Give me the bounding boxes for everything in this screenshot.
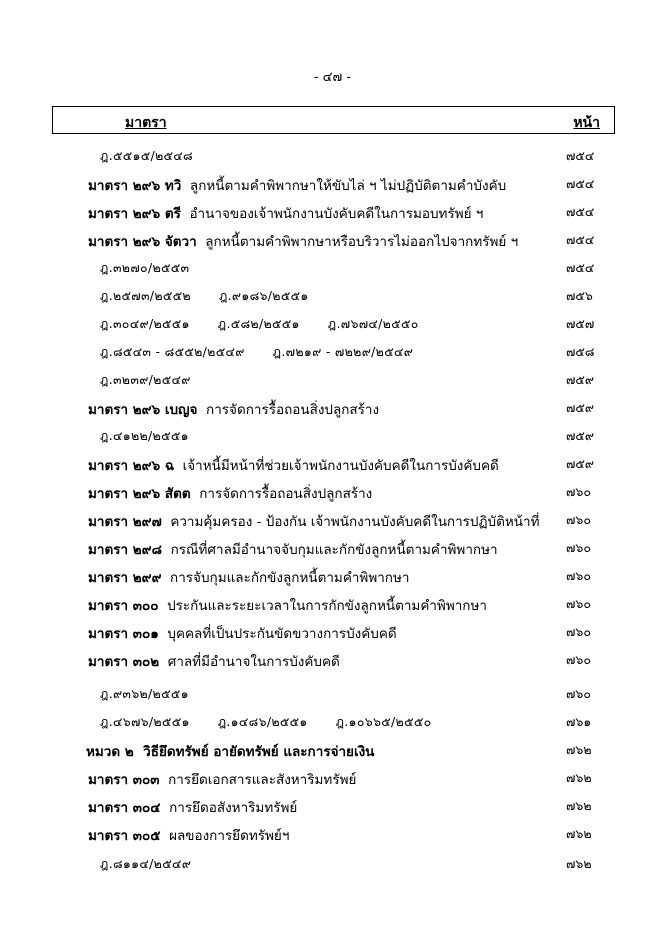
section-label: มาตรา ๒๙๖ สัตต <box>88 486 191 502</box>
case-ref: ฎ.๗๒๑๙ - ๗๒๒๙/๒๕๔๙ <box>272 344 414 359</box>
case-ref: ฎ.๓๒๗๐/๒๕๕๓ <box>100 260 190 275</box>
section-description: การยึดอสังหาริมทรัพย์ <box>169 800 298 816</box>
toc-section-row <box>0 202 665 224</box>
entry-title <box>88 398 379 420</box>
toc-section-row <box>0 768 665 790</box>
chapter-label: หมวด ๒ <box>86 744 134 760</box>
case-refs <box>100 714 460 729</box>
page-ref: ๗๖๐ <box>566 686 591 701</box>
page-ref: ๗๖๐ <box>566 624 591 639</box>
page-ref: ๗๕๔ <box>566 232 595 247</box>
page-ref: ๗๖๒ <box>566 826 592 841</box>
case-ref: ฎ.๓๒๓๙/๒๕๔๙ <box>100 372 191 387</box>
toc-ref-row <box>0 712 665 734</box>
entry-title <box>88 796 297 818</box>
page-ref: ๗๖๒ <box>566 798 592 813</box>
entry-title <box>88 768 356 790</box>
toc-ref-row <box>0 684 665 706</box>
case-ref: ฎ.๑๔๘๖/๒๕๕๑ <box>217 714 308 729</box>
toc-section-row <box>0 174 665 196</box>
page-ref: ๗๕๙ <box>566 372 595 387</box>
section-label: มาตรา ๒๙๘ <box>88 542 162 558</box>
case-refs <box>100 148 221 163</box>
case-ref: ฎ.๗๖๗๔/๒๕๕๐ <box>327 316 419 331</box>
entry-title <box>88 824 289 846</box>
page-ref: ๗๕๘ <box>566 344 595 359</box>
page-ref: ๗๕๗ <box>566 316 595 331</box>
toc-section-row <box>0 622 665 644</box>
case-refs <box>100 856 219 871</box>
entry-title <box>100 712 460 732</box>
toc-section-row <box>0 510 665 532</box>
case-refs <box>100 428 217 443</box>
section-label: มาตรา ๓๐๐ <box>88 598 159 614</box>
entry-title <box>88 622 397 644</box>
entry-title <box>100 684 217 704</box>
section-label: มาตรา ๓๐๑ <box>88 626 159 642</box>
page-ref: ๗๕๔ <box>566 204 595 219</box>
page-ref: ๗๖๑ <box>566 714 592 729</box>
section-label: มาตรา ๒๙๖ ทวิ <box>88 178 182 194</box>
toc-chapter-row <box>0 740 665 762</box>
toc-ref-row <box>0 342 665 364</box>
toc-section-row <box>0 538 665 560</box>
case-ref: ฎ.๘๕๔๓ - ๘๕๕๒/๒๕๔๙ <box>100 344 245 359</box>
toc-section-row <box>0 796 665 818</box>
section-description: เจ้าหนี้มีหน้าที่ช่วยเจ้าพนักงานบังคับคดีในการบังคับคดี <box>182 458 499 474</box>
section-label: มาตรา ๒๙๙ <box>88 570 162 586</box>
entry-title <box>88 454 499 476</box>
header-section-label: มาตรา <box>125 115 167 131</box>
section-description: การจัดการรื้อถอนสิ่งปลูกสร้าง <box>206 402 380 418</box>
page-ref: ๗๖๐ <box>566 652 591 667</box>
case-ref: ฎ.๒๕๗๓/๒๕๕๒ <box>100 288 191 303</box>
section-description: การจัดการรื้อถอนสิ่งปลูกสร้าง <box>199 486 373 502</box>
page-ref: ๗๕๔ <box>566 260 595 275</box>
section-description: ผลของการยึดทรัพย์ฯ <box>169 828 290 844</box>
page-ref: ๗๖๐ <box>566 596 591 611</box>
toc-ref-row <box>0 258 665 280</box>
entry-title <box>88 650 340 672</box>
header-page-label: หน้า <box>573 115 600 131</box>
entry-title <box>86 740 374 762</box>
section-description: ศาลที่มีอำนาจในการบังคับคดี <box>167 654 340 670</box>
toc-ref-row <box>0 146 665 168</box>
toc-section-row <box>0 230 665 252</box>
toc-ref-row <box>0 854 665 876</box>
page-number: - ๔๗ - <box>313 70 352 85</box>
section-description: อำนาจของเจ้าพนักงานบังคับคดีในการมอบทรัพย์ ฯ <box>189 206 484 222</box>
page-ref: ๗๕๙ <box>566 456 595 471</box>
case-ref: ฎ.๙๓๖๒/๒๕๕๑ <box>100 686 189 701</box>
case-refs <box>100 372 219 387</box>
section-label: มาตรา ๓๐๕ <box>88 828 161 844</box>
case-ref: ฎ.๓๐๔๙/๒๕๕๑ <box>100 316 190 331</box>
toc-ref-row <box>0 370 665 392</box>
section-description: กรณีที่ศาลมีอำนาจจับกุมและกักขังลูกหนี้ตามคำพิพากษา <box>170 542 498 558</box>
page-ref: ๗๖๒ <box>566 742 592 757</box>
page-ref: ๗๕๙ <box>566 428 595 443</box>
case-ref: ฎ.๘๑๑๔/๒๕๔๙ <box>100 856 192 871</box>
toc-ref-row <box>0 426 665 448</box>
toc-section-row <box>0 398 665 420</box>
page-ref: ๗๖๐ <box>566 568 591 583</box>
entry-title <box>100 314 447 334</box>
page-ref: ๗๕๔ <box>566 176 595 191</box>
section-description: การจับกุมและกักขังลูกหนี้ตามคำพิพากษา <box>170 570 410 586</box>
section-label: มาตรา ๓๐๓ <box>88 772 160 788</box>
entry-title <box>88 202 483 224</box>
entry-title <box>88 510 540 532</box>
case-refs <box>100 344 441 359</box>
entry-title <box>100 286 337 306</box>
section-label: มาตรา ๒๙๗ <box>88 514 162 530</box>
toc-ref-row <box>0 314 665 336</box>
entry-title <box>100 854 219 874</box>
section-description: บุคคลที่เป็นประกันขัดขวางการบังคับคดี <box>167 626 397 642</box>
section-label: มาตรา ๒๙๖ จัตวา <box>88 234 197 250</box>
entry-title <box>100 370 219 390</box>
case-ref: ฎ.๑๐๖๖๕/๒๕๕๐ <box>335 714 432 729</box>
toc-section-row <box>0 650 665 672</box>
toc-section-row <box>0 566 665 588</box>
section-description: ความคุ้มครอง - ป้องกัน เจ้าพนักงานบังคับคดีในการปฏิบัติหน้าที่ <box>170 514 540 530</box>
entry-title <box>100 258 217 278</box>
case-ref: ฎ.๕๘๒/๒๕๕๑ <box>217 316 300 331</box>
entry-title <box>88 538 498 560</box>
case-refs <box>100 316 447 331</box>
case-ref: ฎ.๙๑๘๖/๒๕๕๑ <box>218 288 309 303</box>
toc-section-row <box>0 454 665 476</box>
section-description: ลูกหนี้ตามคำพิพากษาให้ขับไล่ ฯ ไม่ปฏิบัติตามคำบังคับ <box>189 178 507 194</box>
entry-title <box>100 342 441 362</box>
page-ref: ๗๖๐ <box>566 484 591 499</box>
page-ref: ๗๕๖ <box>566 288 593 303</box>
entry-title <box>88 230 518 252</box>
entry-title <box>88 482 372 504</box>
case-ref: ฎ.๔๑๒๒/๒๕๕๑ <box>100 428 189 443</box>
toc-ref-row <box>0 286 665 308</box>
entry-title <box>88 594 487 616</box>
page-ref: ๗๖๒ <box>566 770 592 785</box>
section-label: มาตรา ๓๐๔ <box>88 800 161 816</box>
section-label: มาตรา ๒๙๖ ตรี <box>88 206 181 222</box>
entry-title <box>100 426 217 446</box>
toc-header <box>52 106 615 134</box>
case-refs <box>100 288 337 303</box>
section-label: มาตรา ๒๙๖ เบญจ <box>88 402 198 418</box>
section-label: มาตรา ๒๙๖ ฉ <box>88 458 175 474</box>
page-ref: ๗๖๐ <box>566 540 591 555</box>
toc-section-row <box>0 594 665 616</box>
page-ref: ๗๖๒ <box>566 856 592 871</box>
page-ref: ๗๕๙ <box>566 400 595 415</box>
toc-section-row <box>0 482 665 504</box>
case-refs <box>100 686 217 701</box>
entry-title <box>88 566 409 588</box>
section-description: ลูกหนี้ตามคำพิพากษาหรือบริวารไม่ออกไปจากทรัพย์ ฯ <box>205 234 519 250</box>
page-ref: ๗๕๔ <box>566 148 595 163</box>
case-ref: ฎ.๕๕๑๕/๒๕๔๘ <box>100 148 193 163</box>
case-ref: ฎ.๔๖๗๖/๒๕๕๑ <box>100 714 190 729</box>
page-ref: ๗๖๐ <box>566 512 591 527</box>
section-description: ประกันและระยะเวลาในการกักขังลูกหนี้ตามคำพิพากษา <box>167 598 487 614</box>
section-description: การยึดเอกสารและสังหาริมทรัพย์ <box>168 772 357 788</box>
entry-title <box>100 146 221 166</box>
entry-title <box>88 174 506 196</box>
case-refs <box>100 260 217 275</box>
toc-section-row <box>0 824 665 846</box>
chapter-title: วิธียึดทรัพย์ อายัดทรัพย์ และการจ่ายเงิน <box>143 744 375 760</box>
section-label: มาตรา ๓๐๒ <box>88 654 160 670</box>
